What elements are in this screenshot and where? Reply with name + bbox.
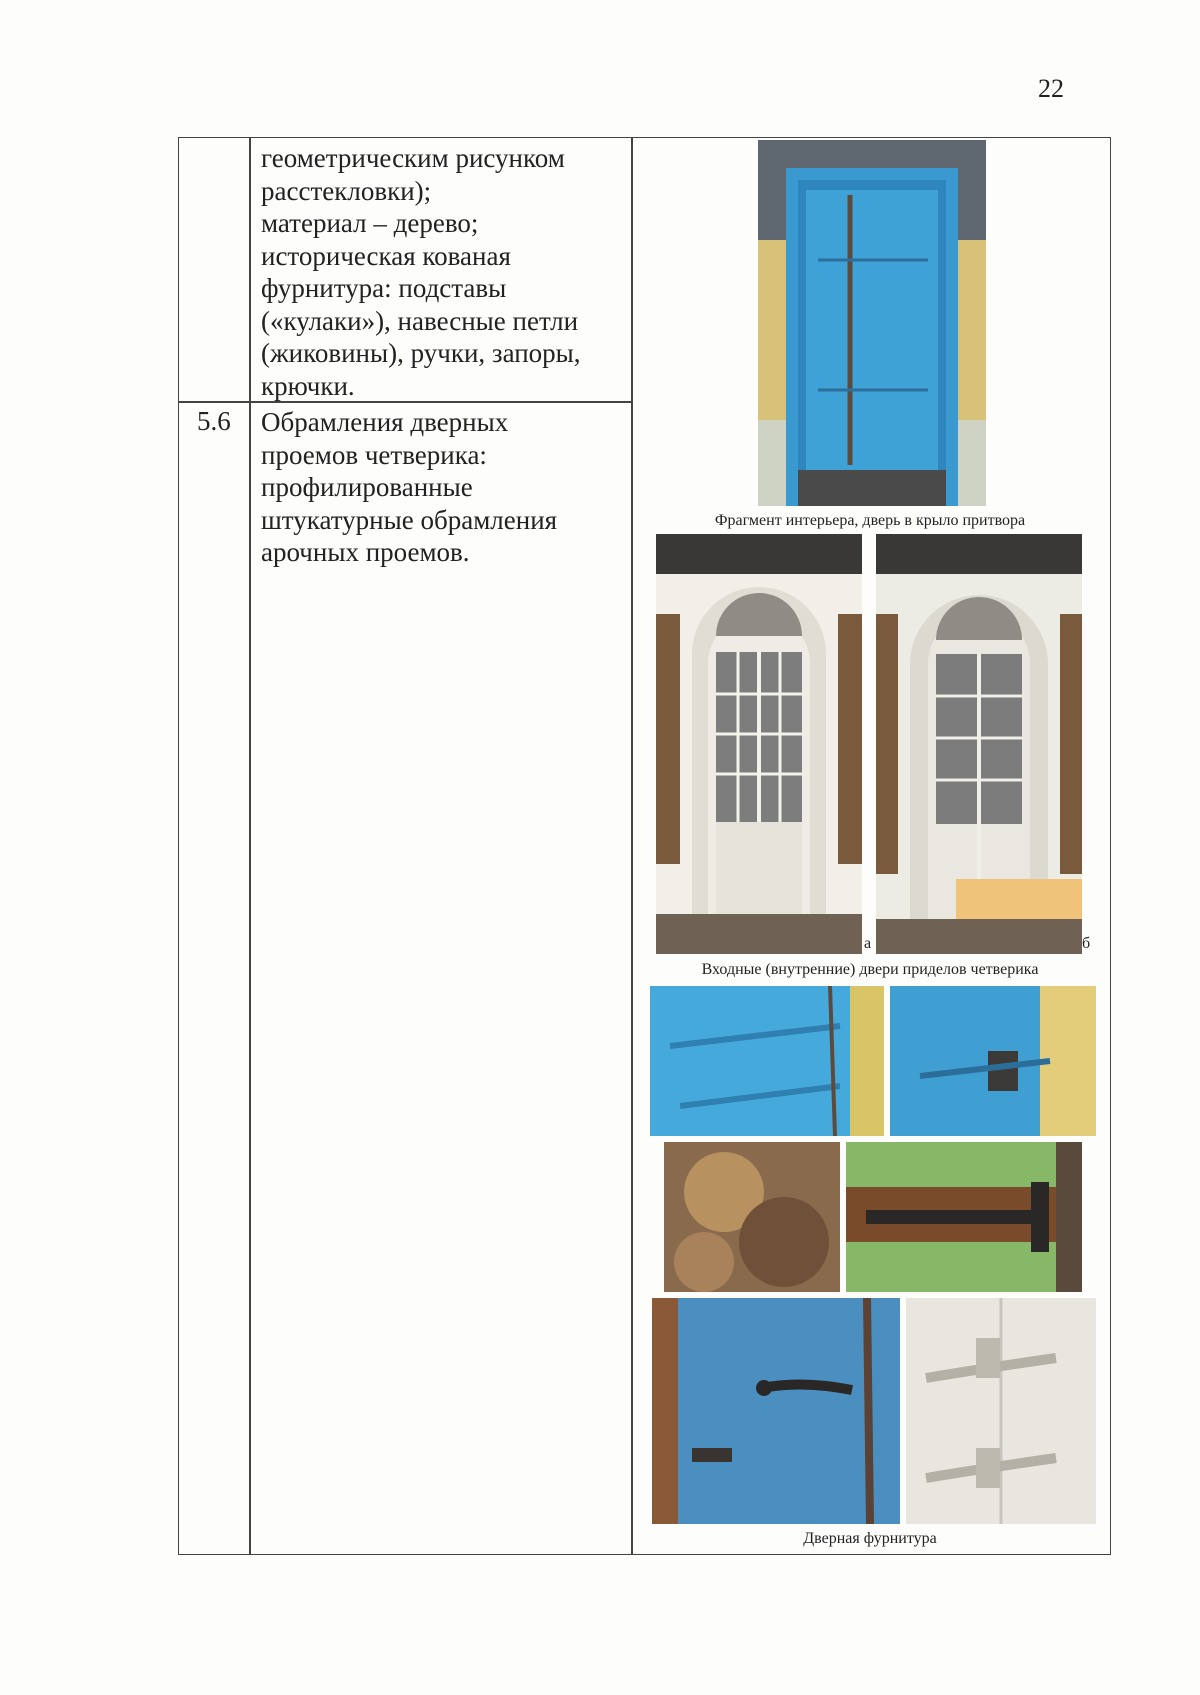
column-divider [249,138,251,1554]
page-number: 22 [1038,74,1064,103]
photo-label-b: б [1082,935,1091,952]
photo-hardware-2 [890,986,1096,1136]
photo-entrance-door-b [876,534,1082,954]
photo-hardware-6 [906,1298,1096,1524]
caption-hardware: Дверная фурнитура [803,1530,937,1547]
photo-hardware-5 [652,1298,900,1524]
column-divider [631,138,633,1554]
row-text: Обрамления дверных проемов четверика: профилированные штукатурные обрамления арочных проемов. [261,407,558,567]
photo-entrance-door-a [656,534,862,954]
row-number: 5.6 [197,406,231,436]
photo-label-a: а [864,935,872,952]
caption-interior-door: Фрагмент интерьера, дверь в крыло притвора [714,512,1026,529]
photo-hardware-3 [664,1142,840,1292]
row-text: геометрическим рисунком расстекловки); материал – дерево; историческая кованая фурнитура: подставы («кулаки»), навесные петли (жиковины), ручки, запоры, крючки. [261,143,581,401]
caption-entrance-doors: Входные (внутренние) двери приделов четверика [701,961,1039,978]
photo-hardware-1 [650,986,884,1136]
photo-interior-door [758,140,986,506]
photo-hardware-4 [846,1142,1082,1292]
